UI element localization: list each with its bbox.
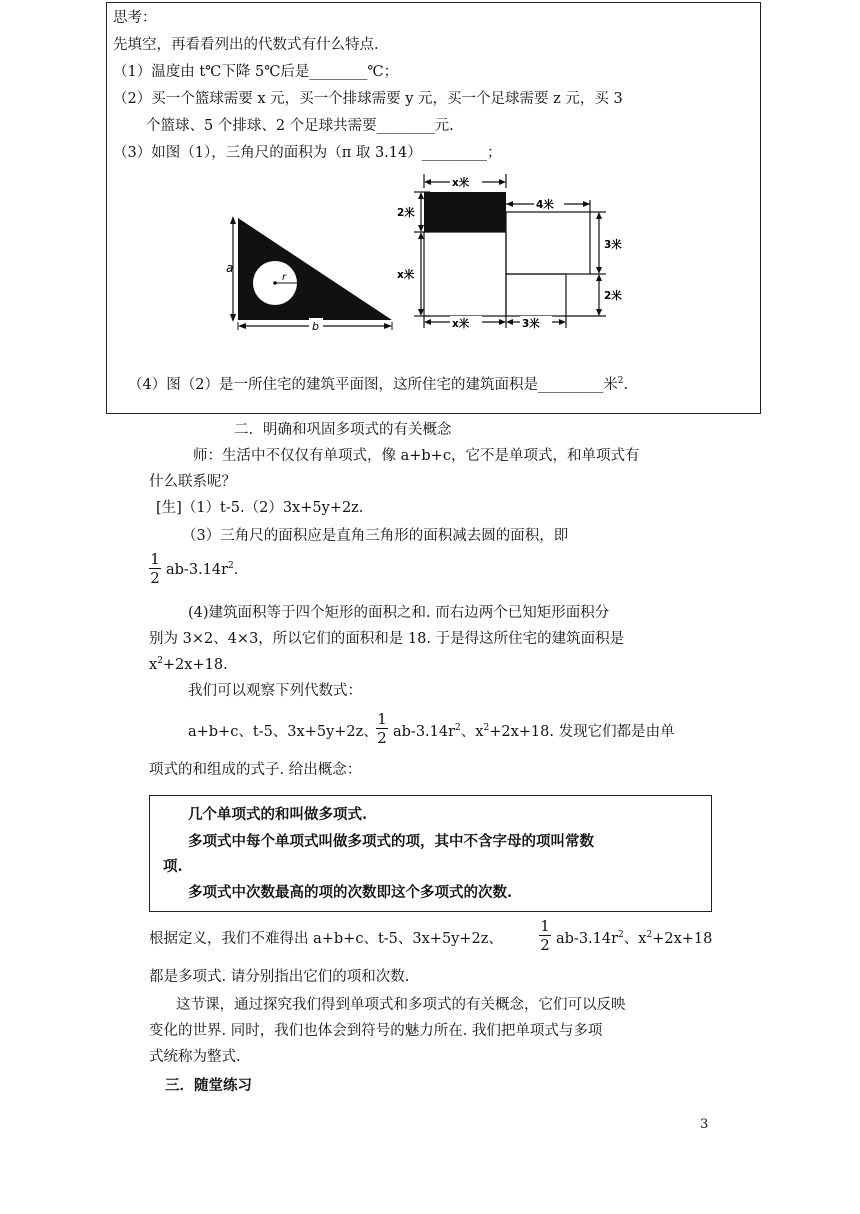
label-top-x: x米 <box>452 177 470 189</box>
label-bot-x: x米 <box>452 318 470 330</box>
s2-para-1a: 师：生活中不仅仅有单项式，像 a+b+c，它不是单项式，和单项式有 <box>193 448 640 464</box>
s2-para-4b: 别为 3×2、4×3，所以它们的面积和是 18. 于是得这所住宅的建筑面积是 <box>149 631 625 647</box>
definition-2b: 项. <box>163 858 183 875</box>
page-number: 3 <box>700 1117 709 1132</box>
s2-para-1b: 什么联系呢？ <box>149 474 236 490</box>
label-left-x: x米 <box>397 269 415 281</box>
s2-para-6b: $ab-3.14r^2$、$x^2+2x+18$. 发现它们都是由单 <box>393 723 675 740</box>
label-a: a <box>226 261 234 275</box>
s3-para-3a: 这节课，通过探究我们得到单项式和多项式的有关概念，它们可以反映 <box>176 997 626 1013</box>
box1-line-1: 思考： <box>113 10 157 26</box>
label-r: r <box>282 272 287 283</box>
s2-para-4c: $x^2+2x+18$. <box>149 656 228 673</box>
s3-para-2: 都是多项式. 请分别指出它们的项和次数. <box>149 969 410 985</box>
s3-para-3b: 变化的世界. 同时，我们也体会到符号的魅力所在. 我们把单项式与多项 <box>149 1023 603 1039</box>
s2-para-7: 项式的和组成的式子. 给出概念： <box>149 762 362 778</box>
box1-line-5: 个篮球、5 个排球、2 个足球共需要________元. <box>146 118 454 134</box>
definition-3: 多项式中次数最高的项的次数即这个多项式的次数. <box>188 884 513 901</box>
label-right-2: 2米 <box>604 290 622 302</box>
s2-para-3a: （3）三角尺的面积应是直角三角形的面积减去圆的面积，即 <box>182 528 569 544</box>
s2-para-4a: (4)建筑面积等于四个矩形的面积之和. 而右边两个已知矩形面积分 <box>188 605 610 621</box>
fraction-half-2: $\frac{1}{2}$ <box>377 710 387 747</box>
definition-1: 几个单项式的和叫做多项式. <box>188 806 368 823</box>
box1-line-6: （3）如图（1），三角尺的面积为（π 取 3.14）_________； <box>113 145 502 161</box>
s3-para-1a: 根据定义，我们不难得出 a+b+c、t-5、3x+5y+2z、 <box>149 931 503 947</box>
fraction-half-1: $\frac{1}{2}$ <box>150 550 160 587</box>
s2-para-2: [生]（1）t-5.（2）3x+5y+2z. <box>156 500 364 516</box>
label-b: b <box>312 320 319 333</box>
s2-para-6a: a+b+c、t-5、3x+5y+2z、 <box>188 724 378 740</box>
triangle-figure <box>214 210 404 334</box>
s3-para-3c: 式统称为整式. <box>149 1049 241 1065</box>
s3-para-1b: $ab-3.14r^2$、$x^2+2x+18$ <box>556 930 713 947</box>
box1-line-7: （4）图（2）是一所住宅的建筑平面图，这所住宅的建筑面积是_________米$^2$. <box>128 376 629 393</box>
label-left-2: 2米 <box>397 207 415 219</box>
s2-para-3b: $ab-3.14r^2$. <box>166 561 239 578</box>
box1-line-2: 先填空，再看看列出的代数式有什么特点. <box>113 37 379 53</box>
label-right-3: 3米 <box>604 239 622 251</box>
s2-para-5: 我们可以观察下列代数式： <box>188 683 362 699</box>
definition-2a: 多项式中每个单项式叫做多项式的项，其中不含字母的项叫常数 <box>188 833 594 850</box>
section-2-heading: 二．明确和巩固多项式的有关概念 <box>234 422 452 438</box>
fraction-half-3: $\frac{1}{2}$ <box>540 917 550 954</box>
section-3-heading: 三．随堂练习 <box>165 1077 252 1094</box>
label-bot-3: 3米 <box>522 318 540 330</box>
box1-line-3: （1）温度由 t℃下降 5℃后是________℃； <box>113 64 399 80</box>
label-mid-4: 4米 <box>536 199 554 211</box>
box1-line-4: （2）买一个篮球需要 x 元，买一个排球需要 y 元，买一个足球需要 z 元，买 3 <box>113 91 623 107</box>
floor-plan-figure <box>394 170 630 342</box>
